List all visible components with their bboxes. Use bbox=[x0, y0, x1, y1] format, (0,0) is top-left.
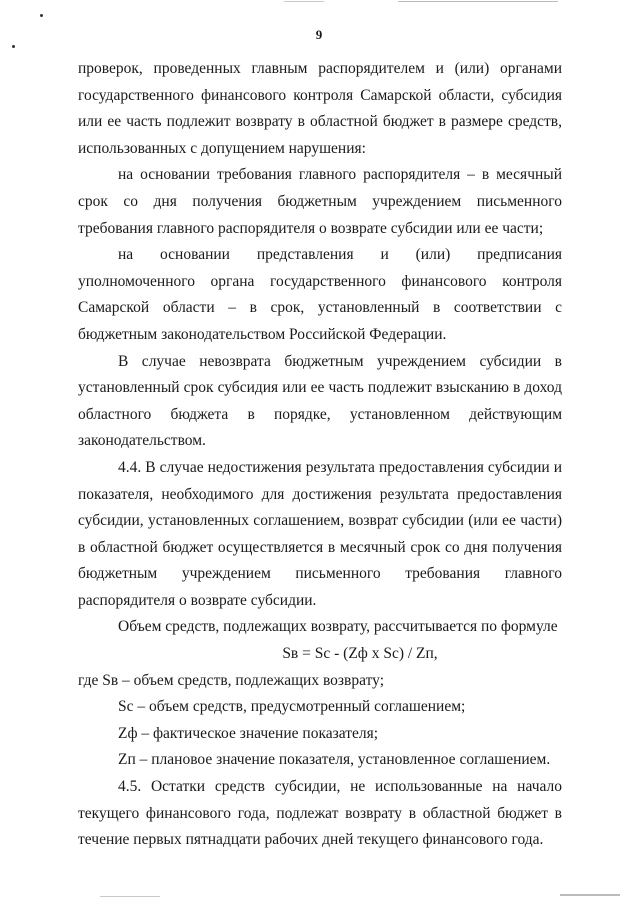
paragraph: проверок, проведенных главным распорядителем и (или) органами государственного финансового контроля Самарской области, субсидия или ее часть подлежит возврату в областной бюджет в размере средств, использованных с допущением нарушения: bbox=[78, 60, 562, 157]
paragraph: Объем средств, подлежащих возврату, рассчитывается по формуле bbox=[118, 618, 558, 636]
paragraph: где Sв – объем средств, подлежащих возврату; bbox=[78, 671, 385, 689]
paragraph: Zп – плановое значение показателя, установленное соглашением. bbox=[118, 751, 551, 769]
paragraph: Zф – фактическое значение показателя; bbox=[118, 724, 379, 742]
paragraph: на основании требования главного распорядителя – в месячный срок со дня получения бюджетным учреждением письменного требования главного распорядителя о возврате субсидии или ее части; bbox=[78, 166, 562, 237]
paragraph: 4.4. В случае недостижения результата предоставления субсидии и показателя, необходимого для достижения результата предоставления субсидии, установленных соглашением, возврат субсидии (или ее части) в областной бюджет осуществляется в месячный срок со дня получения бюджетным учреждением письменного требования главного распорядителя о возврате субсидии. bbox=[78, 458, 562, 609]
scan-dot bbox=[40, 14, 43, 17]
paragraph: В случае невозврата бюджетным учреждением субсидии в установленный срок субсидия или ее часть подлежит взысканию в доход областного бюджета в порядке, установленном действующим законодательством. bbox=[78, 352, 562, 450]
scan-artifact-bottom-left bbox=[100, 896, 160, 897]
paragraph: 4.5. Остатки средств субсидии, не использованные на начало текущего финансового года, подлежат возврату в областной бюджет в течение первых пятнадцати рабочих дней текущего финансового года. bbox=[78, 778, 562, 849]
paragraph: на основании представления и (или) предписания уполномоченного органа государственного финансового контроля Самарской области – в срок, установленный в соответствии с бюджетным законодательством Российской Федерации. bbox=[78, 246, 562, 343]
formula: Sв = Sc - (Zф x Sc) / Zп, bbox=[282, 645, 438, 663]
page-number: 9 bbox=[315, 27, 323, 42]
scan-artifact-top bbox=[398, 1, 558, 2]
paragraph: Sc – объем средств, предусмотренный соглашением; bbox=[118, 698, 466, 716]
scan-artifact-top-left bbox=[284, 1, 324, 2]
scan-artifact-bottom-right bbox=[560, 894, 620, 896]
scan-dot bbox=[12, 45, 15, 48]
document-body bbox=[78, 56, 562, 854]
